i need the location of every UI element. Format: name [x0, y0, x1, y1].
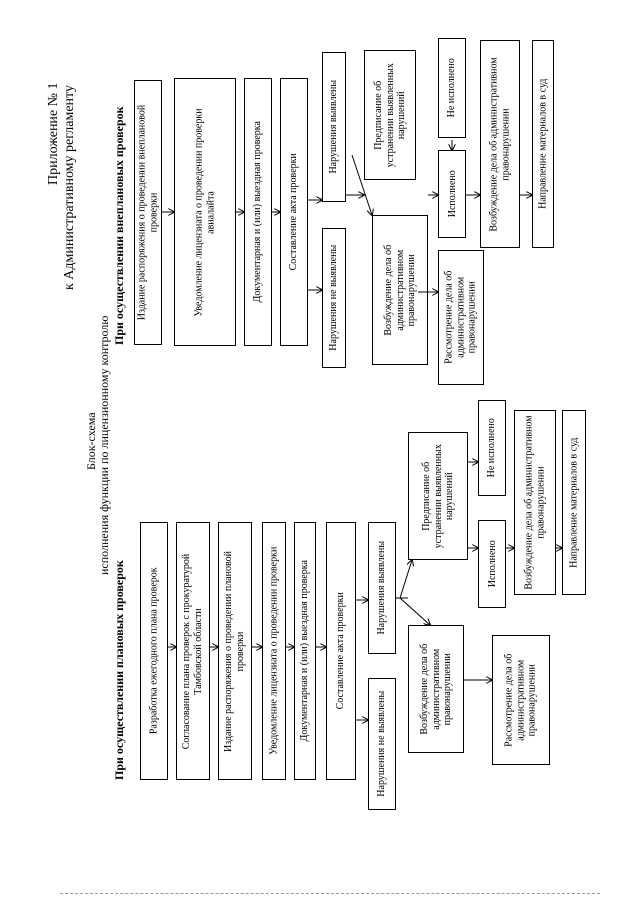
planned-case-box	[408, 625, 464, 753]
unplanned-act-label: Составление акта проверки	[288, 153, 300, 271]
planned-case-line3: правонарушении	[441, 652, 453, 726]
unplanned-found-box	[322, 52, 346, 202]
unplanned-court-label: Направление материалов в суд	[537, 78, 549, 210]
appendix-label: Приложение № 1	[46, 82, 61, 185]
planned-case-line2: административном	[430, 648, 442, 730]
planned-inspection-box	[294, 522, 316, 780]
planned-order-fix-line3: нарушений	[443, 472, 455, 520]
planned-found-box	[368, 522, 396, 654]
unplanned-notify-line1: Уведомление лицензиата о проведении проверки	[193, 107, 205, 317]
unplanned-inspection-label: Документарная и (или) выездная проверка	[252, 121, 264, 303]
planned-act-box	[326, 522, 356, 780]
planned-order-box	[218, 522, 252, 780]
page-edge-artifact	[60, 893, 600, 897]
unplanned-order-fix-box	[364, 50, 416, 180]
planned-order-fix-line2: устранении выявленных	[432, 443, 444, 549]
planned-case2-box	[514, 410, 556, 595]
unplanned-not-found-label: Нарушения не выявлены	[328, 245, 340, 351]
unplanned-done-box	[438, 150, 466, 238]
unplanned-order-line2: проверки	[148, 192, 159, 233]
planned-not-done-box	[478, 400, 506, 496]
planned-act-label: Составление акта проверки	[335, 592, 347, 710]
planned-case-line1: Возбуждение дела об	[418, 643, 430, 735]
planned-review-box	[492, 635, 550, 765]
unplanned-case2-line1: Возбуждение дела об административном	[488, 56, 500, 232]
unplanned-review-box	[438, 250, 484, 385]
planned-found-label: Нарушения выявлены	[376, 541, 388, 635]
unplanned-not-done-box	[438, 38, 466, 138]
unplanned-case-line2: административном	[394, 249, 406, 331]
planned-order-line1: Издание распоряжения о проведении плановой	[223, 550, 235, 752]
unplanned-order-box	[134, 80, 162, 345]
planned-court-box	[562, 410, 586, 595]
unplanned-case2-box	[480, 40, 520, 248]
unplanned-case-line3: правонарушении	[405, 253, 417, 327]
planned-inspection-label: Документарная и (или) выездная проверка	[299, 560, 311, 742]
unplanned-section-title: При осуществлении внеплановых проверок	[112, 106, 126, 345]
planned-order-line2: проверки	[235, 631, 247, 671]
unplanned-order-line1: Издание распоряжения о проведении внеплановой	[136, 104, 148, 321]
planned-order-fix-line1: Предписание об	[420, 461, 432, 531]
regulation-label: к Административному регламенту	[62, 85, 77, 290]
planned-not-done-label: Не исполнено	[486, 418, 498, 478]
planned-approval-box	[176, 522, 210, 780]
planned-not-found-label: Нарушения не выявлены	[376, 691, 388, 797]
planned-case2-line1: Возбуждение дела об административном	[523, 415, 535, 590]
unplanned-order-fix-line2: устранении выявленных	[384, 62, 396, 168]
unplanned-order-fix-line3: нарушений	[395, 91, 407, 139]
planned-section-title: При осуществлении плановых проверок	[112, 560, 126, 780]
scheme-title: Блок-схема	[84, 412, 98, 470]
unplanned-case-box	[372, 215, 428, 365]
unplanned-inspection-box	[244, 78, 272, 346]
unplanned-notify-box	[174, 78, 236, 346]
unplanned-not-found-box	[322, 228, 346, 368]
planned-notify-box	[262, 522, 286, 780]
planned-case2-line2: правонарушении	[535, 466, 546, 539]
unplanned-case2-line2: правонарушении	[500, 107, 511, 181]
planned-court-label: Направление материалов в суд	[568, 437, 580, 568]
planned-plan-label: Разработка ежегодного плана проверок	[148, 567, 160, 735]
planned-notify-label: Уведомление лицензиата о проведении проверки	[268, 546, 280, 756]
unplanned-review-line3: правонарушении	[466, 281, 478, 354]
planned-review-line1: Рассмотрение дела об	[503, 653, 515, 747]
unplanned-case-line1: Возбуждение дела об	[382, 244, 394, 336]
unplanned-court-box	[532, 40, 554, 248]
unplanned-order-fix-line1: Предписание об	[372, 80, 384, 150]
unplanned-notify-line2: авиалайта	[205, 190, 216, 234]
planned-done-label: Исполнено	[486, 540, 498, 588]
scheme-subtitle: исполнения функции по лицензионному контролю	[97, 315, 111, 575]
unplanned-not-done-label: Не исполнено	[446, 58, 458, 118]
planned-order-fix-box	[408, 432, 468, 560]
planned-plan-box	[140, 522, 168, 780]
unplanned-found-label: Нарушения выявлены	[328, 80, 340, 174]
unplanned-review-line1: Рассмотрение дела об	[443, 270, 455, 365]
unplanned-review-line2: административном	[455, 277, 467, 358]
unplanned-done-label: Исполнено	[446, 170, 458, 218]
planned-approval-line1: Согласование плана проверок с прокуратурой	[181, 553, 193, 749]
planned-done-box	[478, 520, 506, 608]
planned-review-line3: правонарушении	[526, 663, 538, 737]
planned-review-line2: административном	[515, 659, 527, 741]
unplanned-act-box	[280, 78, 308, 346]
planned-not-found-box	[368, 678, 396, 810]
planned-approval-line2: Тамбовской области	[193, 607, 204, 695]
